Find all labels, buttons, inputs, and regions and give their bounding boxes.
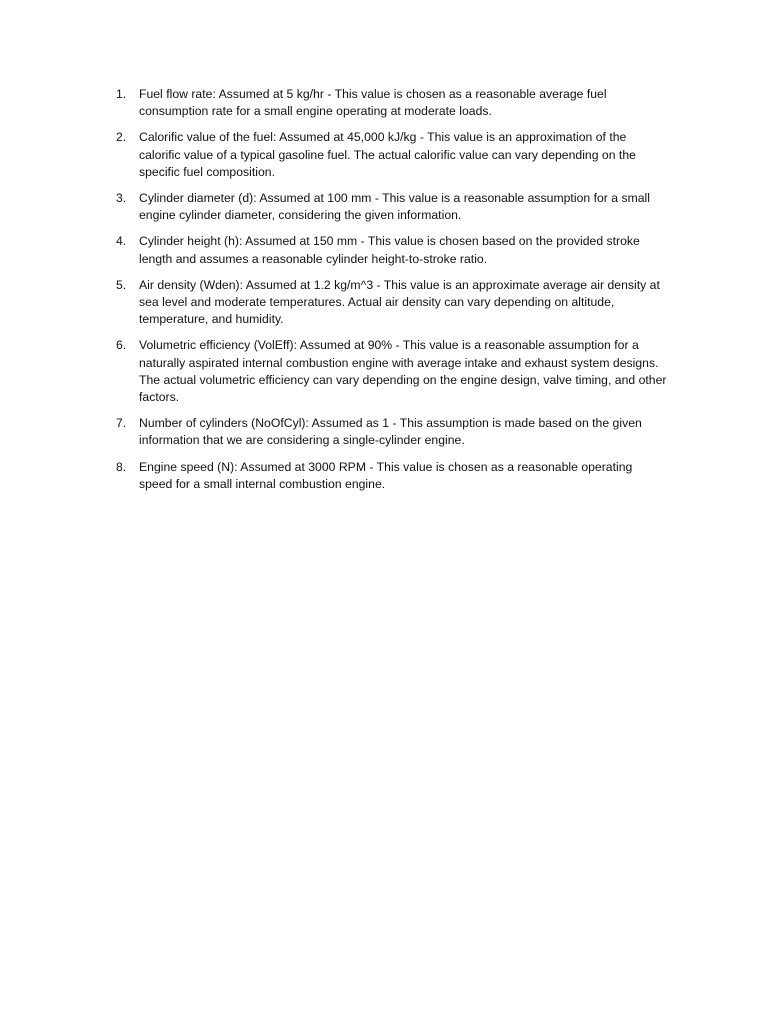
list-item bbox=[108, 129, 668, 181]
list-number: 4. bbox=[116, 234, 127, 249]
list-item-text: Air density (Wden): Assumed at 1.2 kg/m^3 - This value is an approximate average air density at sea level and moderate temperatures. Actual air density can vary depending on altitude, temperature, and humidity. bbox=[139, 277, 660, 327]
assumption-list bbox=[108, 86, 668, 502]
list-item-text: Calorific value of the fuel: Assumed at 45,000 kJ/kg - This value is an approximation of the calorific value of a typical gasoline fuel. The actual calorific value can vary depending on the specific fuel composition. bbox=[139, 130, 636, 179]
list-number: 8. bbox=[116, 459, 127, 474]
list-number: 5. bbox=[116, 277, 127, 292]
list-item bbox=[108, 233, 668, 267]
list-number: 3. bbox=[116, 191, 127, 206]
list-item bbox=[108, 459, 668, 493]
list-item-text: Number of cylinders (NoOfCyl): Assumed as 1 - This assumption is made based on the given information that we are considering a single-cylinder engine. bbox=[139, 416, 642, 448]
list-number: 1. bbox=[116, 87, 127, 101]
list-item bbox=[108, 337, 668, 406]
list-item-text: Fuel flow rate: Assumed at 5 kg/hr - This value is chosen as a reasonable average fuel consumption rate for a small engine operating at moderate loads. bbox=[139, 87, 607, 119]
list-item-text: Volumetric efficiency (VolEff): Assumed at 90% - This value is a reasonable assumption for a naturally aspirated internal combustion engine with average intake and exhaust system designs. The actual volumetric efficiency can vary depending on the engine design, valve timing, and other factors. bbox=[139, 338, 667, 405]
list-item-text: Cylinder height (h): Assumed at 150 mm - This value is chosen based on the provided stroke length and assumes a reasonable cylinder height-to-stroke ratio. bbox=[139, 234, 640, 266]
list-number: 7. bbox=[116, 416, 127, 431]
list-item bbox=[108, 415, 668, 449]
list-item bbox=[108, 277, 668, 329]
list-number: 6. bbox=[116, 338, 127, 353]
list-item bbox=[108, 190, 668, 224]
list-number: 2. bbox=[116, 130, 127, 145]
list-item bbox=[108, 86, 668, 120]
list-item-text: Cylinder diameter (d): Assumed at 100 mm - This value is a reasonable assumption for a small engine cylinder diameter, considering the given information. bbox=[139, 191, 650, 223]
list-item-text: Engine speed (N): Assumed at 3000 RPM - This value is chosen as a reasonable operating speed for a small internal combustion engine. bbox=[139, 459, 633, 491]
